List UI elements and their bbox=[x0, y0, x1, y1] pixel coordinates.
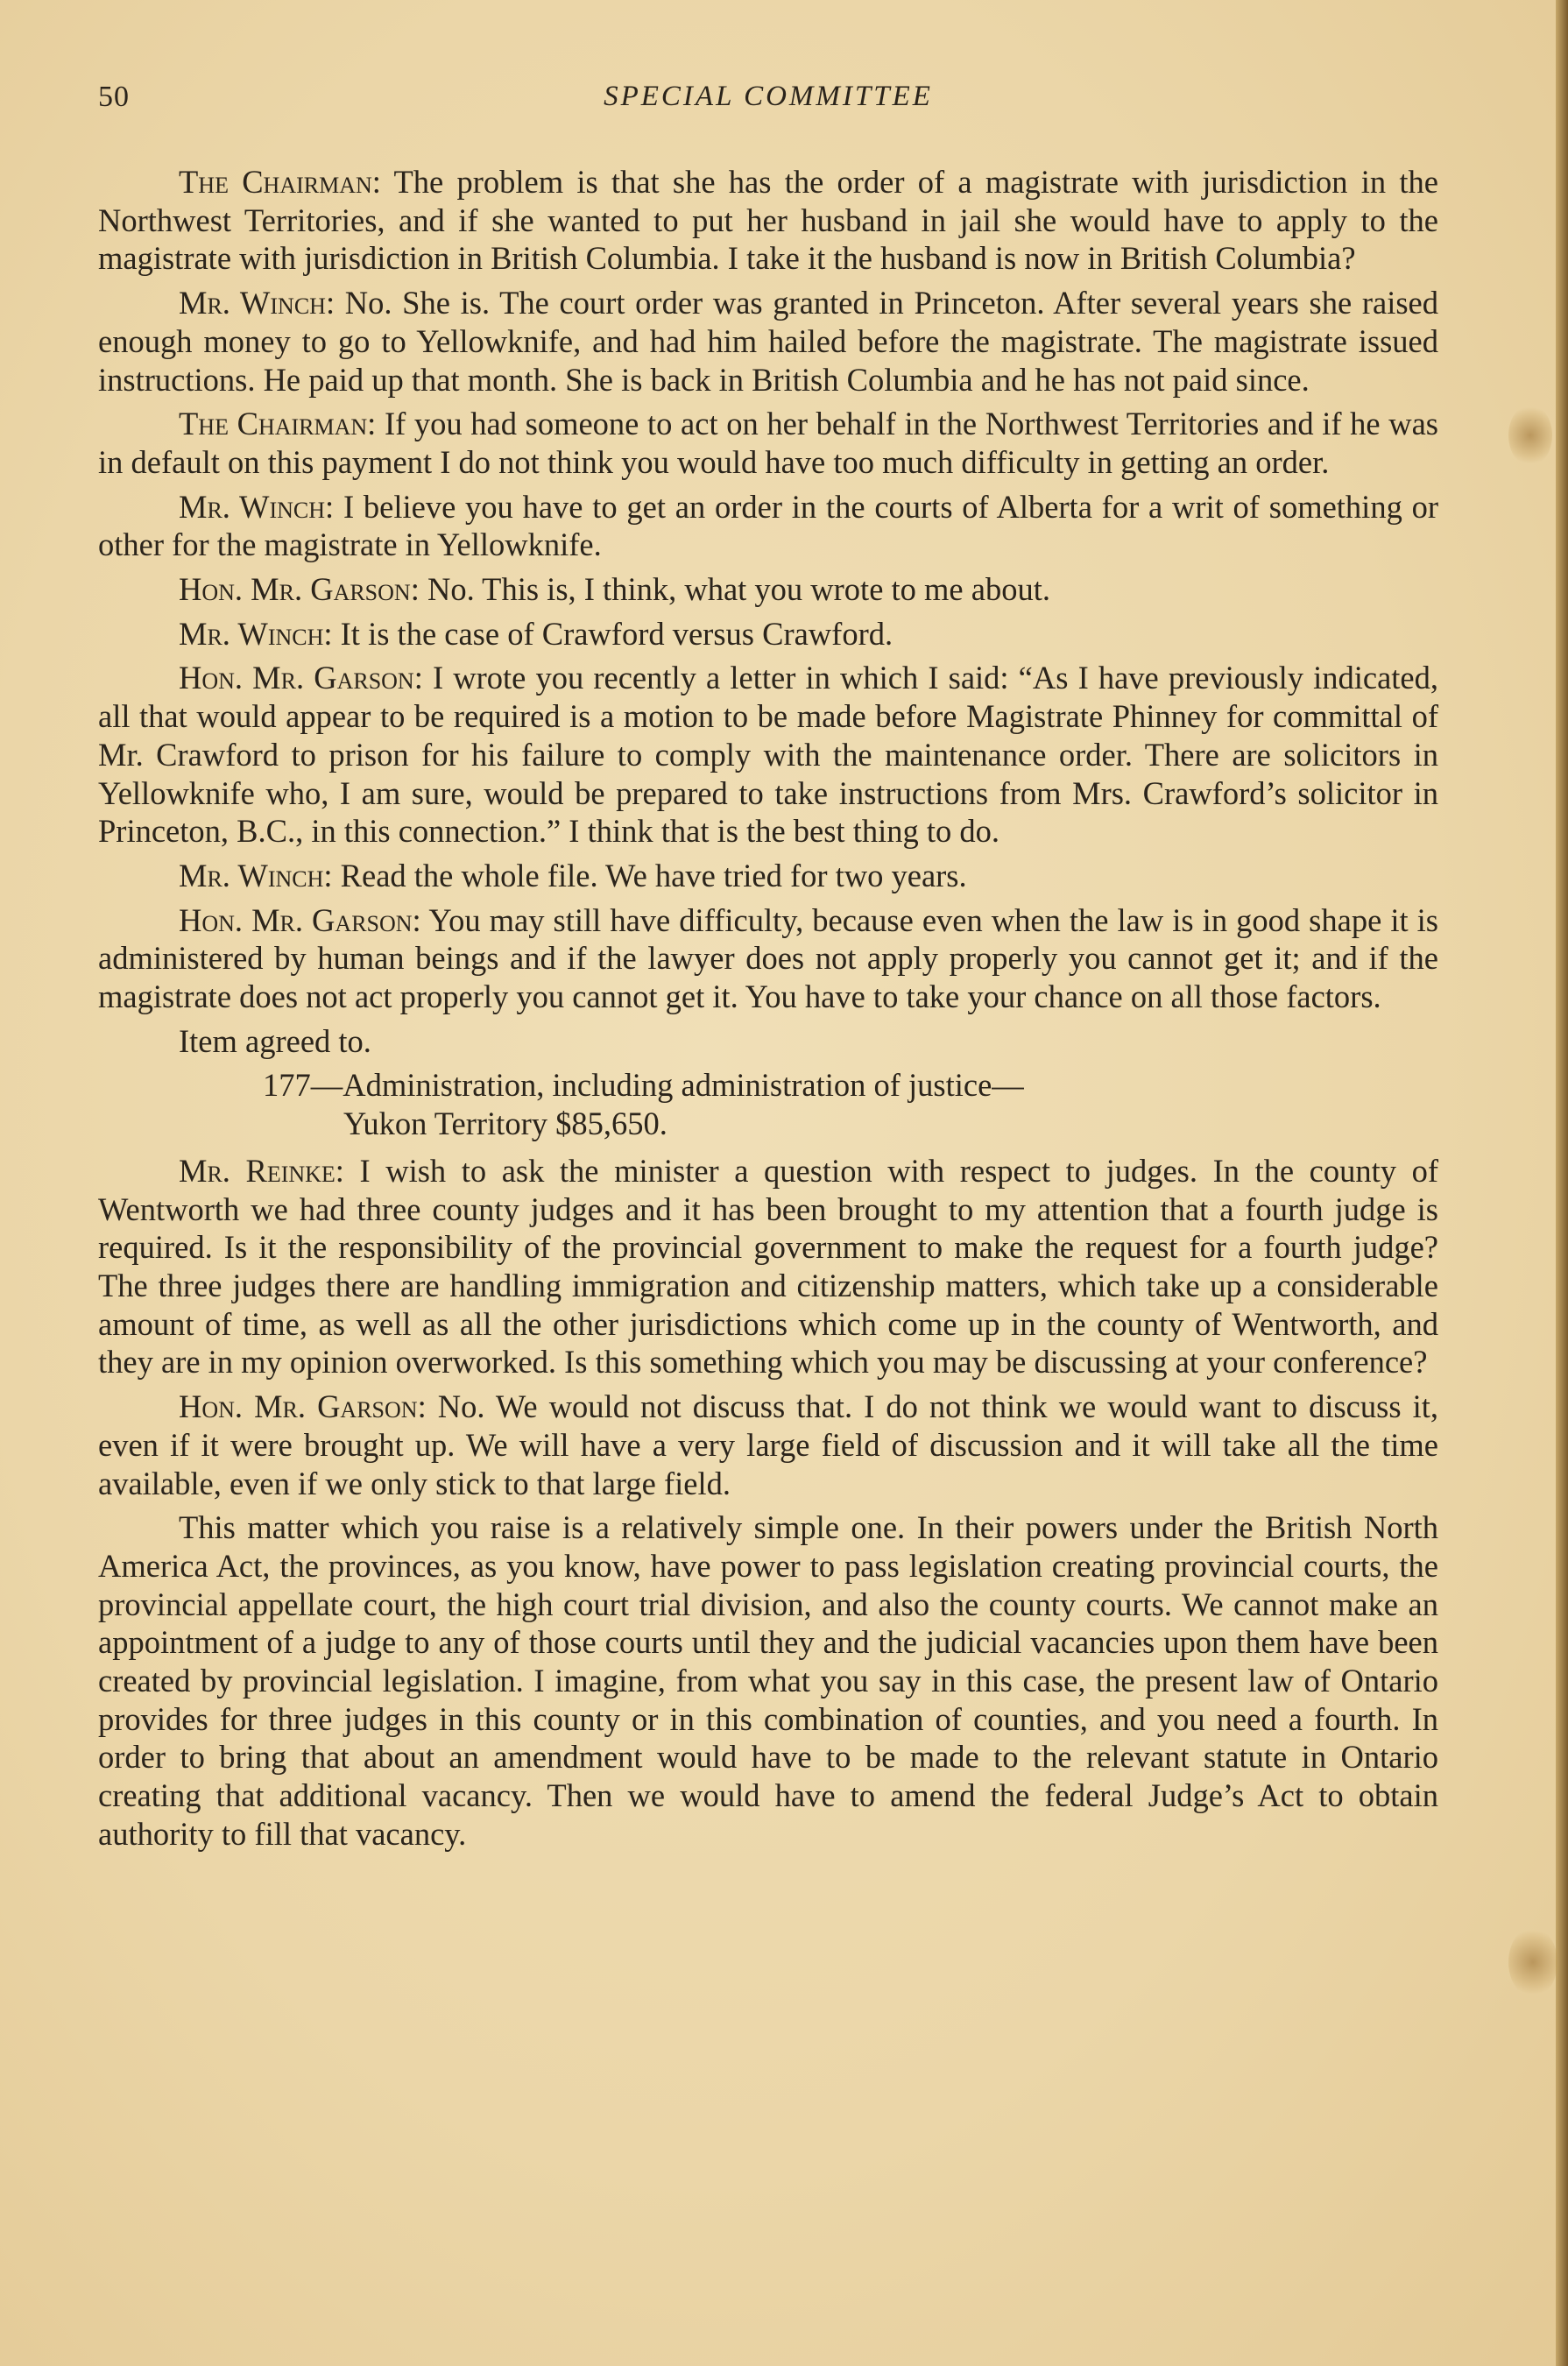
page-stain bbox=[1508, 405, 1552, 466]
speech-paragraph bbox=[98, 570, 1438, 609]
speech-text: Read the whole file. We have tried for two years. bbox=[332, 857, 967, 893]
speech-text: I wish to ask the minister a question with respect to judges. In the county of Wentworth we had three county judges and it has been brought to my attention that a fourth judge is required. Is it the responsibility of the provincial government to make the request for a fourth judge? The three judges there are handling immigration and citizenship matters, which take up a considerable amount of time, as well as all the other jurisdictions which come up in the county of Wentworth, and they are in my opinion overworked. Is this something which you may be discussing at your conference? bbox=[98, 1152, 1438, 1381]
vote-title: 177—Administration, including administration of justice— bbox=[263, 1067, 1024, 1104]
speaker-name: Mr. Winch: bbox=[179, 857, 333, 893]
speech-paragraph bbox=[98, 659, 1438, 851]
speech-paragraph bbox=[98, 488, 1438, 564]
page-stain bbox=[1508, 1927, 1557, 1997]
speaker-name: Mr. Winch: bbox=[179, 285, 335, 321]
speaker-name: Hon. Mr. Garson: bbox=[179, 901, 421, 938]
speaker-name: Mr. Winch: bbox=[179, 488, 335, 525]
speech-text: It is the case of Crawford versus Crawford. bbox=[332, 615, 893, 652]
speech-paragraph bbox=[98, 163, 1438, 278]
speech-text: No. This is, I think, what you wrote to me about. bbox=[419, 571, 1050, 608]
speaker-name: Mr. Winch: bbox=[179, 615, 333, 652]
item-agreed-line: Item agreed to. bbox=[179, 1022, 371, 1059]
estimate-vote bbox=[98, 1066, 1438, 1142]
running-title: SPECIAL COMMITTEE bbox=[604, 81, 933, 112]
page-edge bbox=[1556, 0, 1568, 2366]
speech-text: You may still have difficulty, because even when the law is in good shape it is administered by human beings and if the lawyer does not apply properly you cannot get it; and if the magistrate does not act properly you cannot get it. You have to take your chance on all those factors. bbox=[98, 901, 1439, 1015]
page-header bbox=[98, 81, 1438, 124]
vote-amount: Yukon Territory $85,650. bbox=[343, 1105, 667, 1142]
speaker-name: The Chairman: bbox=[179, 164, 381, 200]
speech-text: I wrote you recently a letter in which I said: “As I have previously indicated, all that would appear to be required is a motion to be made before Magistrate Phinney for committal of Mr. Crawford to prison for his failure to comply with the maintenance order. There are solicitors in Yellowknife who, I am sure, would be prepared to take instructions from Mrs. Crawford’s solicitor in Princeton, B.C., in this connection.” I think that is the best thing to do. bbox=[98, 660, 1438, 850]
speech-paragraph bbox=[98, 1508, 1438, 1853]
speaker-name: Hon. Mr. Garson: bbox=[179, 660, 423, 696]
speaker-name: The Chairman: bbox=[179, 406, 377, 442]
speech-text: I believe you have to get an order in the courts of Alberta for a writ of something or other for the magistrate in Yellowknife. bbox=[98, 488, 1438, 563]
speaker-name: Hon. Mr. Garson: bbox=[179, 1388, 427, 1425]
speech-paragraph bbox=[98, 857, 1438, 895]
page-number: 50 bbox=[98, 81, 130, 113]
speech-paragraph bbox=[98, 901, 1438, 1016]
speech-paragraph bbox=[98, 615, 1438, 653]
transcript-body bbox=[98, 163, 1438, 1860]
speech-text: If you had someone to act on her behalf in the Northwest Territories and if he was in default on this payment I do not think you would have too much difficulty in getting an order. bbox=[98, 406, 1438, 480]
speaker-name: Mr. Reinke: bbox=[179, 1152, 344, 1189]
speaker-name: Hon. Mr. Garson: bbox=[179, 571, 420, 608]
speech-text: This matter which you raise is a relatively simple one. In their powers under the British North America Act, the provinces, as you know, have power to pass legislation creating provincial courts, the provincial appellate court, the high court trial division, and also the county courts. We cannot make an appointment of a judge to any of those courts until they and the judicial vacancies upon them have been created by provincial legislation. I imagine, from what you say in this case, the present law of Ontario provides for three judges in this county or in this combination of counties, and you need a fourth. In order to bring that about an amendment would have to be made to the relevant statute in Ontario creating that additional vacancy. Then we would have to amend the federal Judge’s Act to obtain authority to fill that vacancy. bbox=[98, 1509, 1438, 1852]
speech-text: No. We would not discuss that. I do not think we would want to discuss it, even if it were brought up. We will have a very large field of discussion and it will take all the time available, even if we only stick to that large field. bbox=[98, 1388, 1438, 1501]
speech-paragraph bbox=[98, 1152, 1438, 1381]
speech-text: No. She is. The court order was granted in Princeton. After several years she raised enough money to go to Yellowknife, and had him hailed before the magistrate. The magistrate issued instructions. He paid up that month. She is back in British Columbia and he has not paid since. bbox=[98, 285, 1439, 398]
speech-paragraph bbox=[98, 284, 1438, 399]
speech-paragraph bbox=[98, 1388, 1438, 1502]
speech-paragraph bbox=[98, 405, 1438, 481]
speech-text: The problem is that she has the order of a magistrate with jurisdiction in the Northwest Territories, and if she wanted to put her husband in jail she would have to apply to the magistrate with jurisdiction in British Columbia. I take it the husband is now in British Columbia? bbox=[98, 164, 1438, 277]
